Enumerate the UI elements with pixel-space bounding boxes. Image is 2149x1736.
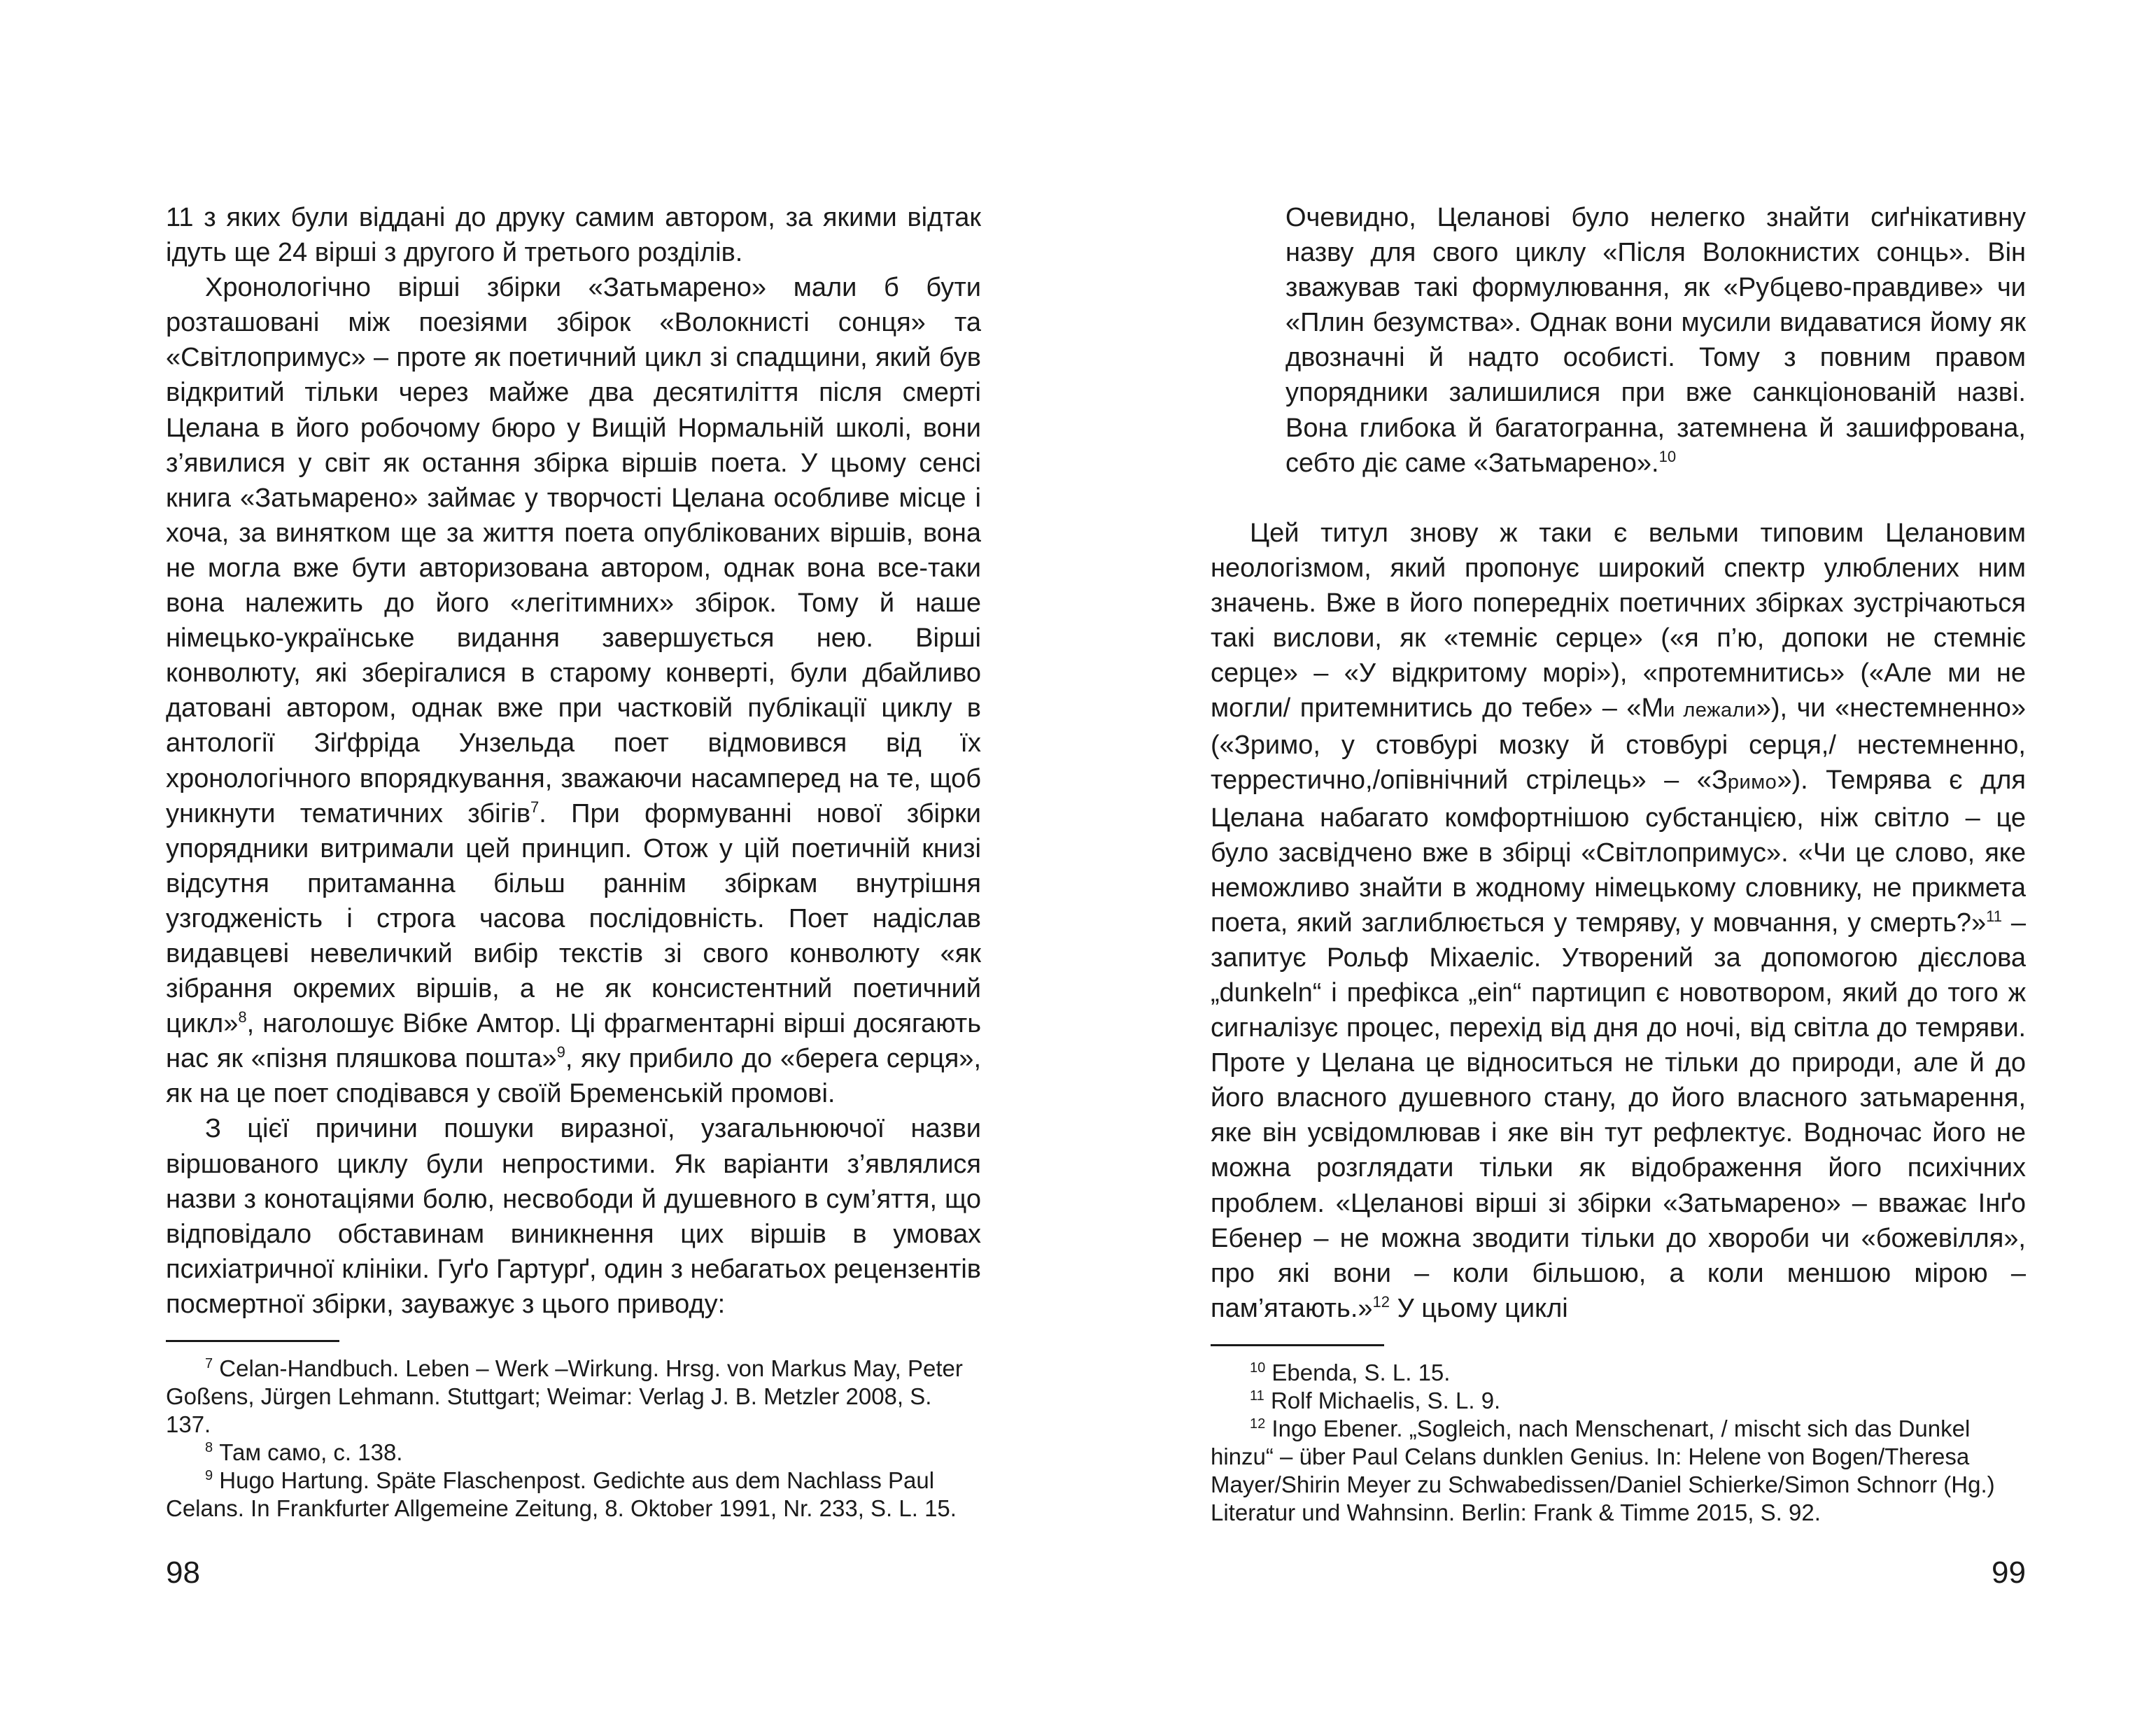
footnote-text: Ebenda, S. L. 15. — [1271, 1359, 1451, 1385]
footnote-separator — [166, 1340, 339, 1342]
footnote-ref[interactable]: 10 — [1658, 447, 1677, 465]
footnote-number: 9 — [205, 1468, 213, 1483]
footnote-number: 12 — [1250, 1416, 1266, 1432]
paragraph-text: »), чи «нестемненно» («Зримо, у стовбурі мозку й стовбурі серця,/ нестемненно, террестично,/опівнічний стрілець» – « — [1211, 693, 2026, 796]
paragraph-text: Хронологічно вірші збірки «Затьмарено» мали б бути розташовані між поезіями збірок «Волокнисті сонця» та «Світлопримус» – проте як поетичний цикл зі спадщини, який був відкритий тільки через майже два десятиліття після смерті Целана в його робочому бюро у Вищій Нормальній школі, вони з’явилися у світ як остання збірка віршів поета. У цьому сенсі книга «Затьмарено» займає у творчості Целана особливе місце і хоча, за винятком ще за життя поета опублікованих віршів, вона не могла вже бути авторизована автором, однак вона все-таки вона належить до його «легітимних» збірок. Тому й наше німецько-українське видання завершується нею. Вірші конволюту, які зберігалися в старому конверті, були дбайливо датовані автором, однак вже при частковій публікації циклу в антології Зіґфріда Унзельда поет відмовився від їх хронологічного впорядкування, зважаючи насамперед на те, щоб уникнути тематичних збігів — [166, 273, 981, 828]
footnote-ref[interactable]: 8 — [238, 1008, 247, 1026]
footnote-separator — [1211, 1344, 1384, 1346]
footnote-text: Там само, с. 138. — [219, 1439, 403, 1465]
poem-title-initial: М — [1641, 693, 1664, 724]
footnote — [166, 1439, 981, 1467]
poem-title — [1712, 765, 1777, 795]
footnote-text: Hugo Hartung. Späte Flaschenpost. Gedichte aus dem Nachlass Paul Celans. In Frankfurter Allgemeine Zeitung, 8. Oktober 1991, Nr. 233, S. L. 15. — [166, 1467, 957, 1521]
paragraph — [166, 270, 981, 1111]
paragraph-text: . При формуванні нової збірки упорядники витримали цей принцип. Отож у цій поетичній книзі відсутня притаманна більш раннім збіркам внутрішня узгодженість і строга часова послідовність. Поет надіслав видавцеві невеличкий вибір текстів зі свого конволюту «як зібрання окремих віршів, а не як консистентний поетичний цикл» — [166, 798, 981, 1039]
page-number: 99 — [1992, 1555, 2026, 1590]
poem-title — [1641, 693, 1756, 723]
poem-title-smallcaps: римо — [1727, 771, 1777, 794]
footnote-number: 10 — [1250, 1360, 1266, 1376]
footnote-ref[interactable]: 9 — [556, 1043, 565, 1061]
paragraph-text: , яку прибило до «берега серця», як на це поет сподівався у своїй Бременській промові. — [166, 1044, 981, 1109]
paragraph — [1211, 516, 2026, 1326]
footnote-ref[interactable]: 12 — [1372, 1292, 1390, 1311]
paragraph-text: Цей титул знову ж таки є вельми типовим Целановим неологізмом, який пропонує широкий спектр улюблених ним значень. Вже в його попередніх поетичних збірках зустрічаються такі вислови, як «темніє серце» («я п’ю, допоки не стемніє серце» – «У відкритому морі»), «протемнитись» («Але ми не могли/ притемнитись до тебе» – « — [1211, 518, 2026, 724]
footnote — [1211, 1415, 2026, 1527]
footnote-ref[interactable]: 7 — [530, 798, 540, 816]
footnote-text: Ingo Ebener. „Sogleich, nach Menschenart, / mischt sich das Dunkel hinzu“ – über Paul Celans dunklen Genius. In: Helene von Bogen/Theresa Mayer/Shirin Meyer zu Schwabedissen/Daniel Schierke/Simon Schnorr (Hg.) Literatur und Wahnsinn. Berlin: Frank & Timme 2015, S. 92. — [1211, 1415, 1995, 1525]
paragraph-text: , наголошує Вібке Амтор. Ці фрагментарні вірші досягають нас як «пізня пляшкова пошта» — [166, 1009, 981, 1074]
footnote — [166, 1467, 981, 1523]
poem-title-initial: З — [1711, 765, 1728, 796]
footnote-text: Celan-Handbuch. Leben – Werk –Wirkung. Hrsg. von Markus May, Peter Goßens, Jürgen Lehmann. Stuttgart; Weimar: Verlag J. B. Metzler 2008, S. 137. — [166, 1355, 963, 1437]
quote-text: Очевидно, Целанові було нелегко знайти сиґнікативну назву для свого циклу «Після Волокнистих сонць». Він зважував такі формулювання, як «Рубцево-правдиве» чи «Плин безумства». Однак вони мусили видаватися йому як двозначні й надто особисті. Тому з повним правом упорядники залишилися при вже санкціонованій назві. Вона глибока й багатогранна, затемнена й зашифрована, себто діє саме «Затьмарено». — [1285, 203, 2026, 478]
left-page — [0, 0, 1074, 1736]
right-text-column — [1211, 200, 2026, 1527]
footnote — [1211, 1387, 2026, 1415]
paragraph-text: У цьому циклі — [1390, 1293, 1568, 1323]
footnote-ref[interactable]: 11 — [1986, 907, 2002, 925]
footnote — [166, 1355, 981, 1439]
page-number: 98 — [166, 1555, 200, 1590]
left-text-column — [166, 200, 981, 1523]
block-quote — [1211, 200, 2026, 481]
paragraph: З цієї причини пошуки виразної, узагальнюючої назви віршованого циклу були непростими. Як варіанти з’являлися назви з конотаціями болю, несвободи й душевного в сум’яття, що відповідало обставинам виникнення цих віршів в умовах психіатричної клініки. Гуґо Гартурґ, один з небагатьох рецензентів посмертної збірки, зауважує з цього приводу: — [166, 1114, 981, 1319]
footnote-number: 8 — [205, 1440, 213, 1455]
paragraph: 11 з яких були віддані до друку самим автором, за якими відтак ідуть ще 24 вірші з другого й третього розділів. — [166, 203, 981, 268]
paragraph-text: – запитує Рольф Міхаеліс. Утворений за допомогою дієслова „dunkeln“ і префікса „ein“ партицип є новотвором, який до того ж сигналізує процес, перехід від дня до ночі, від світла до темряви. Проте у Целана це відноситься не тільки до природи, але й до його власного душевного стану, до його власного затьмарення, яке він усвідомлював і яке він тут рефлектує. Водночас його не можна розглядати тільки як відображення його психічних проблем. «Целанові вірші зі збірки «Затьмарено» – вважає Інґо Ебенер – не можна зводити тільки до хвороби чи «божевілля», про які вони – коли більшою, а коли меншою мірою – пам’ятають.» — [1211, 908, 2026, 1323]
footnote-text: Rolf Michaelis, S. L. 9. — [1270, 1387, 1501, 1413]
poem-title-smallcaps: и лежали — [1663, 699, 1756, 722]
footnote-number: 7 — [205, 1356, 213, 1371]
footnote — [1211, 1359, 2026, 1387]
right-page — [1074, 0, 2149, 1736]
paragraph-text: »). Темрява є для Целана набагато комфортнішою субстанцією, ніж світло – це було засвідчено вже в збірці «Світлопримус». «Чи це слово, яке неможливо знайти в жодному німецькому словнику, не прикмета поета, який заглиблюється у темряву, у мовчання, у смерть?» — [1211, 765, 2026, 938]
footnote-number: 11 — [1250, 1388, 1264, 1404]
